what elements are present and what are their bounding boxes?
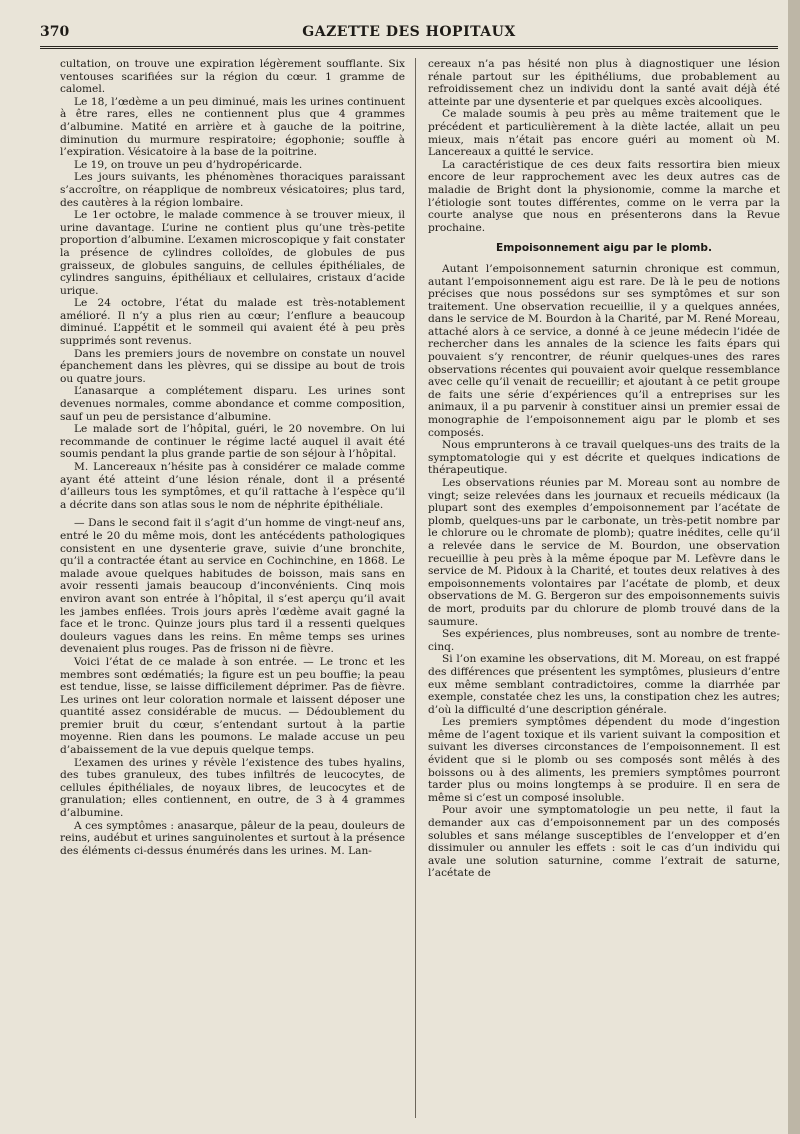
paragraph: Le 1er octobre, le malade commence à se trouver mieux, il urine davantage. L’urine ne contient plus qu’une très-petite proportion d’albumine. L’examen microscopique y fait constater la présence de cylindres colloïdes, de globules de pus graisseux, de globules sanguins, de cellules épithéliales, de cylindres sanguins, épithéliaux et cellulaires, cristaux d’acide urique. xyxy=(60,209,405,297)
paragraph: A ces symptômes : anasarque, pâleur de la peau, douleurs de reins, audébut et urines sanguinolentes et surtout à la présence des éléments ci-dessus énumérés dans les urines. M. Lan- xyxy=(60,819,405,857)
section-heading: Empoisonnement aigu par le plomb. xyxy=(495,242,713,255)
column-divider xyxy=(415,58,416,1118)
page-edge-shadow xyxy=(788,0,800,1134)
paragraph: cereaux n’a pas hésité non plus à diagnostiquer une lésion rénale partout sur les épithéliums, due probablement au refroidissement chez un individu dont la santé avait déjà été atteinte par une dysenterie et par quelques excès alcooliques. xyxy=(428,58,780,108)
running-title: GAZETTE DES HOPITAUX xyxy=(302,24,516,40)
page-header xyxy=(40,22,778,48)
paragraph: Autant l’empoisonnement saturnin chronique est commun, autant l’empoisonnement aigu est rare. De là le peu de notions précises que nous possédons sur ses symptômes et sur son traitement. Une observation recueillie, il y a quelques années, dans le service de M. Bourdon à la Charité, par M. René Moreau, attaché alors à ce service, a donné à ce jeune médecin l’idée de rechercher dans les annales de la science les faits épars qui pouvaient s’y rencontrer, de réunir quelques-unes des rares observations récentes qui pouvaient avoir quelque ressemblance avec celle qu’il venait de recueillir; et ajoutant à ce petit groupe de faits une série d’expériences qu’il a entreprises sur les animaux, il a pu parvenir à constituer ainsi un premier essai de monographie de l’empoisonnement aigu par le plomb et ses composés. xyxy=(428,262,780,439)
left-column xyxy=(60,58,405,1128)
page-number: 370 xyxy=(40,24,70,40)
paragraph: — Dans le second fait il s’agit d’un homme de vingt-neuf ans, entré le 20 du même mois, dont les antécédents pathologiques consistent en une dysenterie grave, suivie d’une bronchite, qu’il a contractée étant au service en Cochinchine, en 1868. Le malade avoue quelques habitudes de boisson, mais sans en avoir ressenti jamais beaucoup d’inconvénients. Cinq mois environ avant son entrée à l’hôpital, il s’est aperçu qu’il avait les jambes enflées. Trois jours après l’œdème avait gagné la face et le tronc. Quinze jours plus tard il a ressenti quelques douleurs vagues dans les reins. En même temps ses urines devenaient plus rouges. Pas de frisson ni de fièvre. xyxy=(60,517,405,656)
paragraph: Le 18, l’œdème a un peu diminué, mais les urines continuent à être rares, elles ne contiennent plus que 4 grammes d’albumine. Matité en arrière et à gauche de la poitrine, diminution du murmure respiratoire; égophonie; souffle à l’expiration. Vésicatoire à la base de la poitrine. xyxy=(60,95,405,159)
paragraph: Nous emprunterons à ce travail quelques-uns des traits de la symptomatologie qui y est décrite et quelques indications de thérapeutique. xyxy=(428,439,780,477)
paragraph: M. Lancereaux n’hésite pas à considérer ce malade comme ayant été atteint d’une lésion rénale, dont il a présenté d’ailleurs tous les symptômes, et qu’il rattache à l’espèce qu’il a décrite dans son atlas sous le nom de néphrite épithéliale. xyxy=(60,461,405,511)
paragraph: cultation, on trouve une expiration légèrement soufflante. Six ventouses scarifiées sur la région du cœur. 1 gramme de calomel. xyxy=(60,58,405,96)
paragraph: Le malade sort de l’hôpital, guéri, le 20 novembre. On lui recommande de continuer le régime lacté auquel il avait été soumis pendant la plus grande partie de son séjour à l’hôpital. xyxy=(60,423,405,461)
paragraph: L’examen des urines y révèle l’existence des tubes hyalins, des tubes granuleux, des tubes infiltrés de leucocytes, de cellules épithéliales, de noyaux libres, de leucocytes et de granulation; elles contiennent, en outre, de 3 à 4 grammes d’albumine. xyxy=(60,756,405,820)
paragraph: Le 19, on trouve un peu d’hydropéricarde. xyxy=(74,158,303,171)
paragraph: Si l’on examine les observations, dit M. Moreau, on est frappé des différences que présentent les symptômes, plusieurs d’entre eux même semblant contradictoires, comme la diarrhée par exemple, constatée chez les uns, la constipation chez les autres; d’où la difficulté d’une description générale. xyxy=(428,653,780,716)
paragraph: La caractéristique de ces deux faits ressortira bien mieux encore de leur rapprochement avec les deux autres cas de maladie de Bright dont la physionomie, comme la marche et l’étiologie sont toutes différentes, comme on le verra par la courte analyse que nous en présenterons dans la Revue prochaine. xyxy=(428,158,780,234)
paragraph: Les observations réunies par M. Moreau sont au nombre de vingt; seize relevées dans les journaux et recueils médicaux (la plupart sont des exemples d’empoisonnement par l’acétate de plomb, quelques-uns par le carbonate, un très-petit nombre par le chlorure ou le chromate de plomb); quatre inédites, celle qu’il a relevée dans le service de M. Bourdon, une observation recueillie à peu près à la même époque par M. Lefèvre dans le service de M. Pidoux à la Charité, et toutes deux relatives à des empoisonnements volontaires par l’acétate de plomb, et deux observations de M. G. Bergeron sur des empoisonnements suivis de mort, produits par du chlorure de plomb trouvé dans de la saumure. xyxy=(428,477,780,628)
header-rule xyxy=(40,46,778,49)
paragraph: Ses expériences, plus nombreuses, sont au nombre de trente-cinq. xyxy=(428,628,780,653)
paragraph: L’anasarque a complétement disparu. Les urines sont devenues normales, comme abondance et comme composition, sauf un peu de persistance d’albumine. xyxy=(60,385,405,423)
paragraph: Voici l’état de ce malade à son entrée. — Le tronc et les membres sont œdématiés; la figure est un peu bouffie; la peau est tendue, lisse, se laisse difficilement déprimer. Pas de fièvre. Les urines ont leur coloration normale et laissent déposer une quantité assez considérable de mucus. — Dédoublement du premier bruit du cœur, s’entendant surtout à la partie moyenne. Rien dans les poumons. Le malade accuse un peu d’abaissement de la vue depuis quelque temps. xyxy=(60,655,405,757)
paragraph: Ce malade soumis à peu près au même traitement que le précédent et particulièrement à la diète lactée, allait un peu mieux, mais n’était pas encore guéri au moment où M. Lancereaux a quitté le service. xyxy=(428,108,780,159)
right-column xyxy=(428,58,780,1128)
paragraph: Les premiers symptômes dépendent du mode d’ingestion même de l’agent toxique et ils varient suivant la composition et suivant les diverses circonstances de l’empoisonnement. Il est évident que si le plomb ou ses composés sont mêlés à des boissons ou à des aliments, les premiers symptômes pourront tarder plus ou moins longtemps à se produire. Il en sera de même si c’est un composé insoluble. xyxy=(428,716,780,804)
paragraph: Dans les premiers jours de novembre on constate un nouvel épanchement dans les plèvres, qui se dissipe au bout de trois ou quatre jours. xyxy=(60,347,405,385)
paragraph: Le 24 octobre, l’état du malade est très-notablement amélioré. Il n’y a plus rien au cœur; l’enflure a beaucoup diminué. L’appétit et le sommeil qui avaient été à peu près supprimés sont revenus. xyxy=(60,297,405,348)
paragraph: Les jours suivants, les phénomènes thoraciques paraissant s’accroître, on réapplique de nombreux vésicatoires; plus tard, des cautères à la région lombaire. xyxy=(60,171,405,209)
paragraph: Pour avoir une symptomatologie un peu nette, il faut la demander aux cas d’empoisonnement par un des composés solubles et sans mélange susceptibles de l’envelopper et d’en dissimuler ou annuler les effets : soit le cas d’un individu qui avale une solution saturnine, comme l’extrait de saturne, l’acétate de xyxy=(428,804,780,880)
